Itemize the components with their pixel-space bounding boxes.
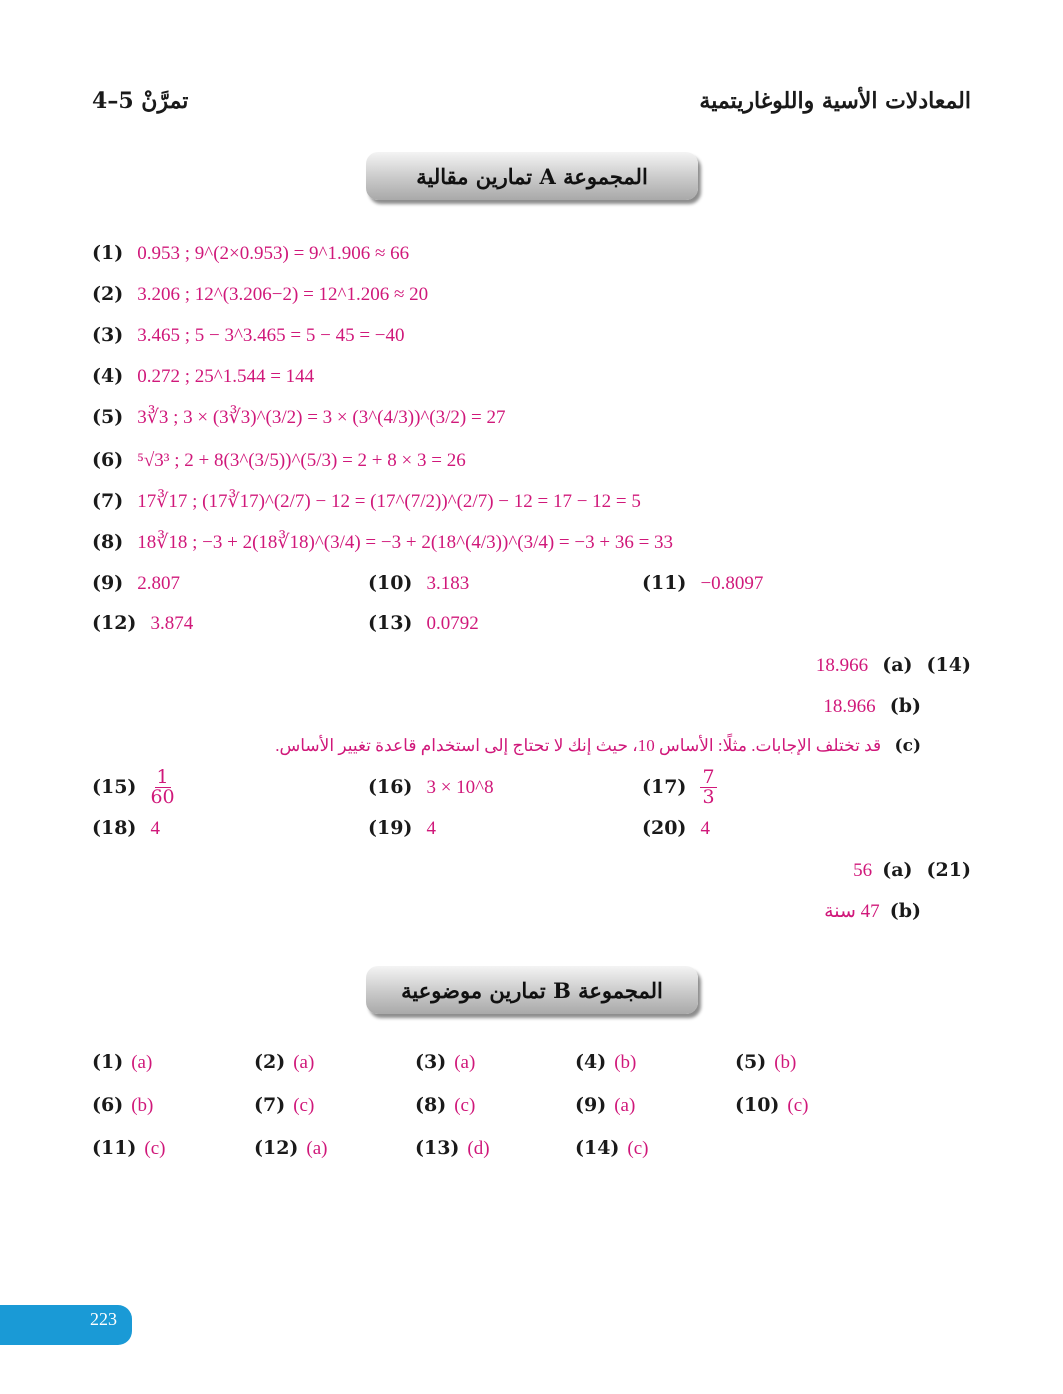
item-answer: 0.953 ; 9^(2×0.953) = 9^1.906 ≈ 66 <box>137 243 410 264</box>
item-answer: 3 × 10^8 <box>426 777 494 798</box>
answer-row <box>92 283 428 306</box>
item-answer: (c) <box>787 1095 809 1116</box>
item-number: (3) <box>415 1051 447 1073</box>
item-number: (2) <box>254 1051 286 1073</box>
item-number: (8) <box>415 1094 447 1116</box>
item-answer: 3.183 <box>426 573 470 594</box>
item-answer: 4 <box>426 818 436 839</box>
item-number: (7) <box>92 490 124 512</box>
q21-a-row <box>853 859 971 882</box>
mc-answer <box>92 1137 166 1160</box>
item-number: (19) <box>368 817 413 839</box>
item-number: (13) <box>368 612 413 634</box>
section-a-banner: المجموعة A تمارين مقالية <box>366 152 698 200</box>
part-answer: 56 <box>853 860 873 881</box>
item-number: (4) <box>92 365 124 387</box>
answer-row <box>368 612 479 635</box>
item-answer: 2.807 <box>137 573 180 594</box>
item-answer: (a) <box>454 1052 476 1073</box>
answer-row <box>642 768 717 807</box>
mc-answer <box>92 1094 153 1117</box>
answer-row <box>92 572 180 595</box>
item-answer: (a) <box>614 1095 636 1116</box>
item-answer: (a) <box>131 1052 153 1073</box>
item-number: (6) <box>92 449 124 471</box>
item-number: (14) <box>926 654 971 676</box>
item-answer: (c) <box>293 1095 315 1116</box>
item-answer: (a) <box>306 1138 328 1159</box>
mc-answer <box>415 1051 475 1074</box>
item-answer: (c) <box>627 1138 649 1159</box>
item-number: (13) <box>415 1137 460 1159</box>
item-number: (2) <box>92 283 124 305</box>
mc-answer <box>575 1137 649 1160</box>
mc-answer <box>254 1137 328 1160</box>
item-number: (1) <box>92 1051 124 1073</box>
item-answer: 4 <box>700 818 710 839</box>
item-number: (18) <box>92 817 137 839</box>
item-number: (20) <box>642 817 687 839</box>
part-label: (a) <box>882 859 913 881</box>
mc-answer <box>575 1094 635 1117</box>
part-answer: 18.966 <box>815 655 869 676</box>
answer-row <box>368 776 494 799</box>
part-label: (b) <box>889 900 921 922</box>
item-answer: ⁵√3³ ; 2 + 8(3^(3/5))^(5/3) = 2 + 8 × 3 = 26 <box>137 450 466 471</box>
item-answer: (b) <box>614 1052 637 1073</box>
item-number: (11) <box>92 1137 137 1159</box>
item-number: (12) <box>254 1137 299 1159</box>
item-number: (15) <box>92 775 137 798</box>
answer-row <box>92 242 409 265</box>
item-number: (4) <box>575 1051 607 1073</box>
answer-row <box>92 612 193 635</box>
mc-answer <box>254 1051 314 1074</box>
page-number: 223 <box>90 1309 117 1329</box>
item-answer: (c) <box>454 1095 476 1116</box>
item-number: (5) <box>735 1051 767 1073</box>
answer-row <box>92 531 673 554</box>
answer-row <box>92 817 160 840</box>
item-answer: (b) <box>131 1095 154 1116</box>
answer-row <box>368 817 436 840</box>
item-number: (10) <box>368 572 413 594</box>
answer-row <box>92 365 314 388</box>
item-answer: 17∛17 ; (17∛17)^(2/7) − 12 = (17^(7/2))^(2/7) − 12 = 17 − 12 = 5 <box>137 491 641 512</box>
exercise-label: تمرَّنْ 5–4 <box>92 88 189 114</box>
mc-answer <box>415 1094 475 1117</box>
item-number: (12) <box>92 612 137 634</box>
mc-answer <box>92 1051 152 1074</box>
denominator: 60 <box>150 786 175 808</box>
item-number: (9) <box>92 572 124 594</box>
item-number: (11) <box>642 572 687 594</box>
item-number: (21) <box>926 859 971 881</box>
item-answer: 0.272 ; 25^1.544 = 144 <box>137 366 315 387</box>
q14-a-row <box>816 654 971 677</box>
item-answer: 0.0792 <box>426 613 479 634</box>
answer-row <box>642 572 763 595</box>
item-number: (5) <box>92 406 124 428</box>
mc-answer <box>575 1051 636 1074</box>
fraction-answer <box>700 768 716 807</box>
page-number-tab <box>0 1305 132 1345</box>
part-label: (a) <box>882 654 913 676</box>
item-number: (10) <box>735 1094 780 1116</box>
item-answer: 3∛3 ; 3 × (3∛3)^(3/2) = 3 × (3^(4/3))^(3/2) = 27 <box>137 407 506 428</box>
item-answer: 18∛18 ; −3 + 2(18∛18)^(3/4) = −3 + 2(18^(4/3))^(3/4) = −3 + 36 = 33 <box>137 532 674 553</box>
numerator: 7 <box>702 766 715 788</box>
item-answer: (c) <box>144 1138 166 1159</box>
chapter-title: المعادلات الأسية واللوغاريتمية <box>699 88 971 114</box>
part-answer: 18.966 <box>823 696 876 717</box>
item-number: (6) <box>92 1094 124 1116</box>
part-answer: قد تختلف الإجابات. مثلًا: الأساس 10، حيث إنك لا تحتاج إلى استخدام قاعدة تغيير الأساس. <box>275 736 882 755</box>
q14-c-row <box>275 736 921 756</box>
item-answer: (d) <box>467 1138 490 1159</box>
part-answer: 47 سنة <box>824 901 880 922</box>
item-number: (8) <box>92 531 124 553</box>
item-number: (17) <box>642 775 687 798</box>
item-number: (3) <box>92 324 124 346</box>
part-label: (b) <box>889 695 921 717</box>
numerator: 1 <box>156 766 169 788</box>
mc-answer <box>415 1137 490 1160</box>
fraction-answer <box>150 768 174 807</box>
item-number: (14) <box>575 1137 620 1159</box>
section-b-banner: المجموعة B تمارين موضوعية <box>366 966 698 1014</box>
answer-row <box>642 817 710 840</box>
answer-row <box>92 406 505 429</box>
q21-b-row <box>824 900 921 923</box>
item-answer: (b) <box>774 1052 797 1073</box>
answer-row <box>92 449 466 472</box>
answer-row <box>92 768 175 807</box>
mc-answer <box>735 1051 796 1074</box>
part-label: (c) <box>894 736 921 756</box>
item-answer: 3.465 ; 5 − 3^3.465 = 5 − 45 = −40 <box>137 325 405 346</box>
answer-row <box>92 490 641 513</box>
mc-answer <box>254 1094 314 1117</box>
item-number: (9) <box>575 1094 607 1116</box>
item-number: (7) <box>254 1094 286 1116</box>
answer-row <box>92 324 405 347</box>
item-answer: −0.8097 <box>700 573 764 594</box>
q14-b-row <box>823 695 921 718</box>
item-number: (1) <box>92 242 124 264</box>
mc-answer <box>735 1094 809 1117</box>
denominator: 3 <box>702 786 715 808</box>
item-answer: (a) <box>293 1052 315 1073</box>
item-answer: 3.874 <box>150 613 194 634</box>
item-answer: 4 <box>150 818 160 839</box>
answer-row <box>368 572 469 595</box>
item-number: (16) <box>368 776 413 798</box>
item-answer: 3.206 ; 12^(3.206−2) = 12^1.206 ≈ 20 <box>137 284 429 305</box>
